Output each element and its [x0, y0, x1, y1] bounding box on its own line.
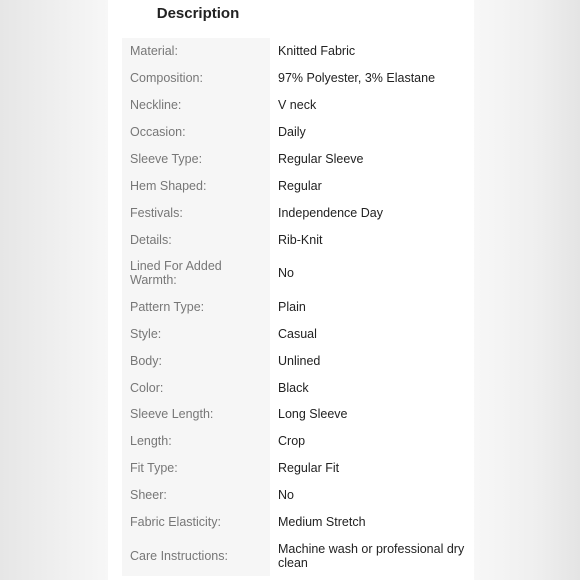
spec-row-occasion [122, 119, 474, 146]
spec-row-sleeve-type [122, 146, 474, 173]
spec-value: Crop [270, 428, 474, 455]
spec-value: V neck [270, 92, 474, 119]
spec-value: Medium Stretch [270, 509, 474, 536]
spec-table [122, 38, 474, 576]
spec-row-hem-shaped [122, 172, 474, 199]
spec-label: Neckline: [122, 92, 270, 119]
spec-label: Style: [122, 320, 270, 347]
spec-label: Fabric Elasticity: [122, 509, 270, 536]
spec-value: Knitted Fabric [270, 38, 474, 65]
spec-row-care-instructions [122, 535, 474, 575]
spec-value: Long Sleeve [270, 401, 474, 428]
spec-label: Hem Shaped: [122, 172, 270, 199]
spec-row-composition [122, 65, 474, 92]
spec-row-material [122, 38, 474, 65]
spec-row-color [122, 374, 474, 401]
spec-row-sheer [122, 482, 474, 509]
spec-value: Rib-Knit [270, 226, 474, 253]
spec-row-body [122, 347, 474, 374]
spec-value: No [270, 253, 474, 293]
description-title: Description [156, 5, 240, 22]
spec-row-details [122, 226, 474, 253]
spec-value: 97% Polyester, 3% Elastane [270, 65, 474, 92]
spec-label: Festivals: [122, 199, 270, 226]
spec-value: Regular Sleeve [270, 146, 474, 173]
spec-row-sleeve-length [122, 401, 474, 428]
spec-label: Material: [122, 38, 270, 65]
spec-value: Daily [270, 119, 474, 146]
spec-row-neckline [122, 92, 474, 119]
spec-label: Length: [122, 428, 270, 455]
spec-row-length [122, 428, 474, 455]
spec-label: Occasion: [122, 119, 270, 146]
spec-label: Sleeve Length: [122, 401, 270, 428]
spec-row-fabric-elasticity [122, 509, 474, 536]
spec-label: Lined For Added Warmth: [122, 253, 270, 293]
spec-value: Regular Fit [270, 455, 474, 482]
spec-label: Details: [122, 226, 270, 253]
spec-label: Body: [122, 347, 270, 374]
spec-row-style [122, 320, 474, 347]
background-left [0, 0, 108, 580]
spec-label: Care Instructions: [122, 535, 270, 575]
spec-value: Independence Day [270, 199, 474, 226]
spec-value: No [270, 482, 474, 509]
spec-row-fit-type [122, 455, 474, 482]
spec-label: Sleeve Type: [122, 146, 270, 173]
spec-value: Black [270, 374, 474, 401]
background-right [470, 0, 580, 580]
spec-label: Fit Type: [122, 455, 270, 482]
spec-value: Machine wash or professional dry clean [270, 535, 474, 575]
spec-label: Pattern Type: [122, 293, 270, 320]
spec-row-pattern-type [122, 293, 474, 320]
spec-label: Color: [122, 374, 270, 401]
spec-label: Composition: [122, 65, 270, 92]
spec-value: Regular [270, 172, 474, 199]
spec-value: Casual [270, 320, 474, 347]
spec-value: Plain [270, 293, 474, 320]
spec-value: Unlined [270, 347, 474, 374]
spec-label: Sheer: [122, 482, 270, 509]
spec-row-festivals [122, 199, 474, 226]
spec-row-lined-for-added-warmth [122, 253, 474, 293]
